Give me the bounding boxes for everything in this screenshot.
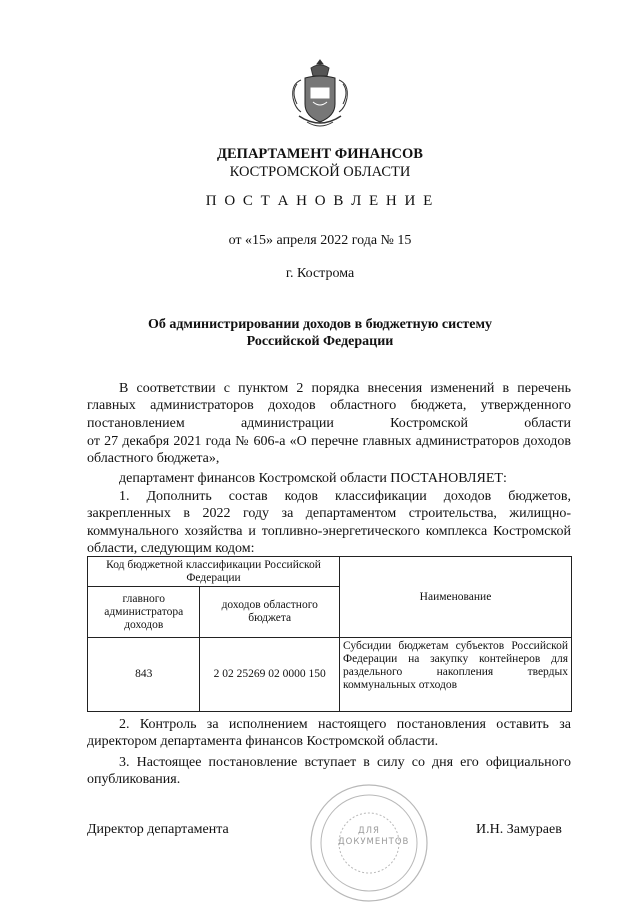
paragraph-4: 2. Контроль за исполнением настоящего постановления оставить за директором департамента финансов Костромской области. [87, 717, 571, 750]
classification-table [87, 556, 572, 712]
title-line-1: Об администрировании доходов в бюджетную систему [147, 317, 493, 332]
stamp-text: ДЛЯ ДОКУМЕНТОВ [338, 826, 410, 847]
date-number: от «15» апреля 2022 года № 15 [228, 233, 412, 248]
cell-admin-code: 843 [88, 638, 200, 712]
paragraph-5: 3. Настоящее постановление вступает в силу со дня его официального опубликования. [87, 755, 571, 788]
table-row [88, 638, 572, 712]
paragraph-1: В соответствии с пунктом 2 порядка внесения изменений в перечень главных администраторов доходов областного бюджета, утвержденного постановлением администрации Костромской области [87, 381, 571, 431]
signatory-position: Директор департамента [87, 822, 229, 837]
paragraph-3: 1. Дополнить состав кодов классификации доходов бюджетов, закрепленных в 2022 году за департаментом строительства, жилищно-коммунального хозяйства и топливно-энергетического комплекса Костромской области, следующим кодом: [87, 489, 571, 556]
table-header-name: Наименование [340, 557, 572, 638]
department-title: ДЕПАРТАМЕНТ ФИНАНСОВ [217, 146, 423, 162]
table-header-admin: главного администратора доходов [88, 587, 200, 638]
table-header-budget: доходов областного бюджета [200, 587, 340, 638]
coat-of-arms-emblem [289, 58, 351, 136]
doc-type: П О С Т А Н О В Л Е Н И Е [205, 193, 435, 209]
cell-budget-code: 2 02 25269 02 0000 150 [200, 638, 340, 712]
table-group-header: Код бюджетной классификации Российской Федерации [88, 557, 340, 587]
region-title: КОСТРОМСКОЙ ОБЛАСТИ [229, 164, 411, 180]
title-line-2: Российской Федерации [246, 334, 394, 349]
paragraph-1b: от 27 декабря 2021 года № 606-а «О перечне главных администраторов доходов областного бюджета», [87, 434, 571, 467]
cell-name: Субсидии бюджетам субъектов Российской Федерации на закупку контейнеров для раздельного накопления твердых коммунальных отходов [340, 638, 572, 712]
signatory-name: И.Н. Замураев [476, 822, 562, 837]
paragraph-2: департамент финансов Костромской области ПОСТАНОВЛЯЕТ: [119, 471, 507, 486]
city: г. Кострома [285, 266, 355, 281]
document-title [0, 316, 640, 350]
